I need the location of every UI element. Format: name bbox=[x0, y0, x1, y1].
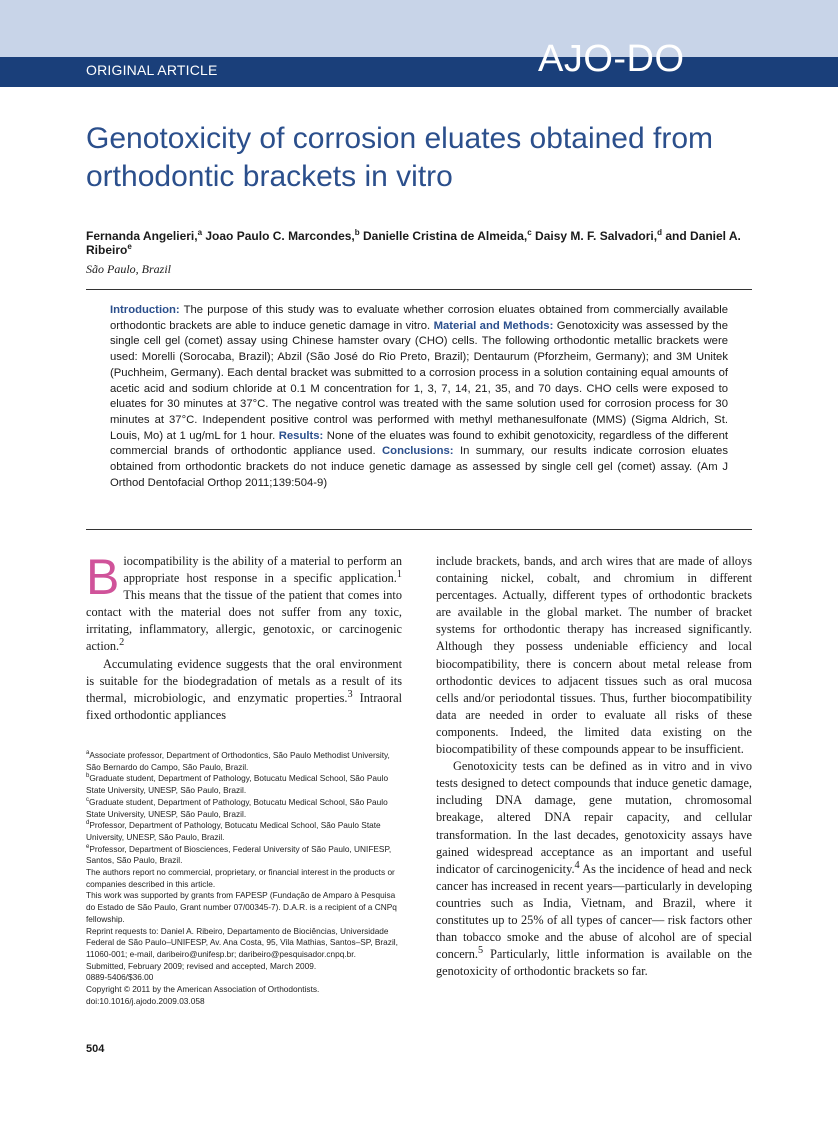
author-name: Joao Paulo C. Marcondes, bbox=[202, 229, 355, 243]
reference-mark[interactable]: 2 bbox=[119, 637, 125, 649]
abstract-bottom-rule bbox=[86, 529, 752, 530]
body-text: Genotoxicity tests can be defined as in vitro and in vivo tests designed to detect compounds that induce genetic damage, including DNA damage, gene mutation, chromosomal breakage, altered DNA repair capacity, and cellular transformation. In the last decades, genotoxicity assays have gained widespread acceptance as an important and useful indicator of carcinogenicity. bbox=[436, 759, 752, 876]
author-name: Danielle Cristina de Almeida, bbox=[359, 229, 528, 243]
footnote bbox=[86, 750, 402, 773]
footnote bbox=[86, 773, 402, 796]
body-column-left bbox=[86, 549, 403, 724]
conflict-statement: The authors report no commercial, proprietary, or financial interest in the products or companies described in this article. bbox=[86, 867, 395, 889]
author-name: Fernanda Angelieri, bbox=[86, 229, 198, 243]
article-type-label: ORIGINAL ARTICLE bbox=[86, 62, 218, 78]
abstract bbox=[110, 303, 728, 491]
body-text: This means that the tissue of the patient that comes into contact with the material does not suffer from any toxic, irritating, inflammatory, allergic, genotoxic, or carcinogenic action. bbox=[86, 588, 402, 654]
footnote-text: Professor, Department of Pathology, Botucatu Medical School, São Paulo State University, UNESP, São Paulo, Brazil. bbox=[86, 820, 381, 842]
footnote-text: Professor, Department of Biosciences, Federal University of São Paulo, UNIFESP, Santos, São Paulo, Brazil. bbox=[86, 843, 392, 866]
author-affiliation-mark: a bbox=[197, 228, 203, 237]
reference-mark[interactable]: 3 bbox=[347, 688, 353, 700]
issn-price: 0889-5406/$36.00 bbox=[86, 972, 154, 983]
author-affiliation-mark: c bbox=[527, 228, 532, 237]
body-paragraph bbox=[436, 758, 752, 980]
submission-dates: Submitted, February 2009; revised and accepted, March 2009. bbox=[86, 960, 317, 971]
footnote-text: Graduate student, Department of Pathology, Botucatu Medical School, São Paulo State University, UNESP, São Paulo, Brazil. bbox=[86, 773, 389, 796]
doi: doi:10.1016/j.ajodo.2009.03.058 bbox=[86, 995, 205, 1006]
body-text: Accumulating evidence suggests that the oral environment is suitable for the biodegradation of metals as a result of its thermal, microbiologic, and enzymatic properties. bbox=[86, 656, 402, 705]
page-number: 504 bbox=[86, 1043, 105, 1055]
footnote bbox=[86, 797, 402, 820]
journal-logo: AJO-DO bbox=[538, 38, 685, 80]
footnote-mark: d bbox=[86, 820, 90, 827]
author-location: São Paulo, Brazil bbox=[86, 262, 172, 276]
author-name: and Daniel A. Ribeiro bbox=[86, 229, 741, 257]
footnote-mark: c bbox=[86, 797, 89, 804]
abstract-intro-label: Introduction: bbox=[110, 304, 180, 316]
reprint-requests: Reprint requests to: Daniel A. Ribeiro, Departamento de Biociências, Universidade Federal de São Paulo–UNIFESP, Av. Ana Costa, 95, Vila Mathias, Santos–SP, Brazil, 11060-001; e-mail, daribeiro@unifesp.br; daribeiro@pesquisador.cnpq.br. bbox=[86, 925, 398, 959]
reference-mark[interactable]: 4 bbox=[574, 859, 580, 871]
body-text: As the incidence of head and neck cancer has increased in recent years—particularly in developing countries such as India, Vietnam, and Brazil, where it constitutes up to 25% of all types of cancer— risk factors other than tobacco smoke and the abuse of alcohol are of special concern. bbox=[436, 861, 752, 962]
body-column-right bbox=[436, 553, 752, 980]
footnote bbox=[86, 844, 402, 867]
author-list bbox=[86, 229, 746, 257]
reference-mark[interactable]: 5 bbox=[478, 945, 484, 957]
footnote-mark: b bbox=[86, 773, 90, 780]
header-band-light bbox=[0, 0, 838, 57]
article-title: Genotoxicity of corrosion eluates obtained from orthodontic brackets in vitro bbox=[86, 122, 713, 193]
body-text: iocompatibility is the ability of a material to perform an appropriate host response in a specific application. bbox=[123, 554, 402, 586]
author-affiliation-mark: b bbox=[354, 228, 360, 237]
abstract-intro-text: The purpose of this study was to evaluate whether corrosion eluates obtained from commercially available orthodontic brackets are able to induce genetic damage in vitro. bbox=[110, 304, 728, 332]
author-affiliation-mark: e bbox=[127, 242, 132, 251]
footnote bbox=[86, 820, 402, 843]
author-affiliation-mark: d bbox=[657, 228, 662, 237]
abstract-results-label: Results: bbox=[278, 429, 324, 442]
copyright: Copyright © 2011 by the American Association of Orthodontists. bbox=[86, 984, 320, 995]
footnotes bbox=[86, 750, 402, 1007]
footnote-mark: a bbox=[86, 750, 90, 757]
body-paragraph: include brackets, bands, and arch wires that are made of alloys containing nickel, cobalt, and chromium in different percentages. Actually, different types of orthodontic brackets are available in the global market. The number of bracket systems for orthodontic therapy has increased significantly. Although they possess undeniable efficiency and local biocompatibility, there is concern about metal release from orthodontic devices to adjacent tissues such as oral mucosa cells and/or periodontal tissues. Thus, further biocompatibility data are needed in order to evaluate all risks of these components. Indeed, the limited data existing on the biocompatibility of these compounds appear to be insufficient. bbox=[436, 554, 752, 757]
footnote-text: Graduate student, Department of Pathology, Botucatu Medical School, São Paulo State University, UNESP, São Paulo, Brazil. bbox=[86, 796, 388, 819]
body-paragraph bbox=[86, 549, 402, 656]
footnote-mark: e bbox=[86, 843, 90, 850]
body-text: Particularly, little information is available on the genotoxicity of orthodontic brackets so far. bbox=[436, 947, 752, 979]
abstract-methods-text: Genotoxicity was assessed by the single cell gel (comet) assay using Chinese hamster ovary (CHO) cells. The following orthodontic metallic brackets were used: Morelli (Sorocaba, Brazil); Abzil (São José do Rio Preto, Brazil); Dentaurum (Pforzheim, Germany); and 3M Unitek (Puchheim, Germany). Each dental bracket was submitted to a corrosion process in a solution containing equal amounts of acetic acid and sodium chloride at 0.1 M concentration for 1, 3, 7, 14, 21, 35, and 70 days. CHO cells were exposed to eluates for 30 minutes at 37°C. The negative control was treated with the same solution used for corrosion process for 30 minutes at 37°C. Independent positive control was performed with methyl methanesulfonate (MMS) (Sigma Aldrich, St. Louis, Mo) at 1 ug/mL for 1 hour. bbox=[110, 319, 728, 442]
body-text: Intraoral fixed orthodontic appliances bbox=[86, 690, 403, 722]
funding-statement: This work was supported by grants from FAPESP (Fundação de Amparo à Pesquisa do Estado de São Paulo, Grant number 07/00345-7). D.A.R. is a recipient of a CNPq fellowship. bbox=[86, 890, 397, 924]
abstract-results-text: None of the eluates was found to exhibit genotoxicity, regardless of the different commercial brands of orthodontic appliance used. bbox=[110, 429, 728, 458]
abstract-conclusions-text: In summary, our results indicate corrosion eluates obtained from orthodontic brackets do not induce genetic damage as assessed by single cell gel (comet) assay. (Am J Orthod Dentofacial Orthop 2011;139:504-9) bbox=[110, 445, 728, 489]
body-paragraph bbox=[86, 656, 402, 724]
abstract-conclusions-label: Conclusions: bbox=[382, 445, 454, 458]
footnote-text: Associate professor, Department of Orthodontics, São Paulo Methodist University, São Bernardo do Campo, São Paulo, Brazil. bbox=[86, 750, 390, 772]
reference-mark[interactable]: 1 bbox=[396, 569, 402, 580]
author-name: Daisy M. F. Salvadori, bbox=[531, 229, 658, 243]
drop-cap: B bbox=[86, 549, 120, 605]
abstract-methods-label: Material and Methods: bbox=[433, 319, 554, 332]
abstract-top-rule bbox=[86, 289, 752, 290]
